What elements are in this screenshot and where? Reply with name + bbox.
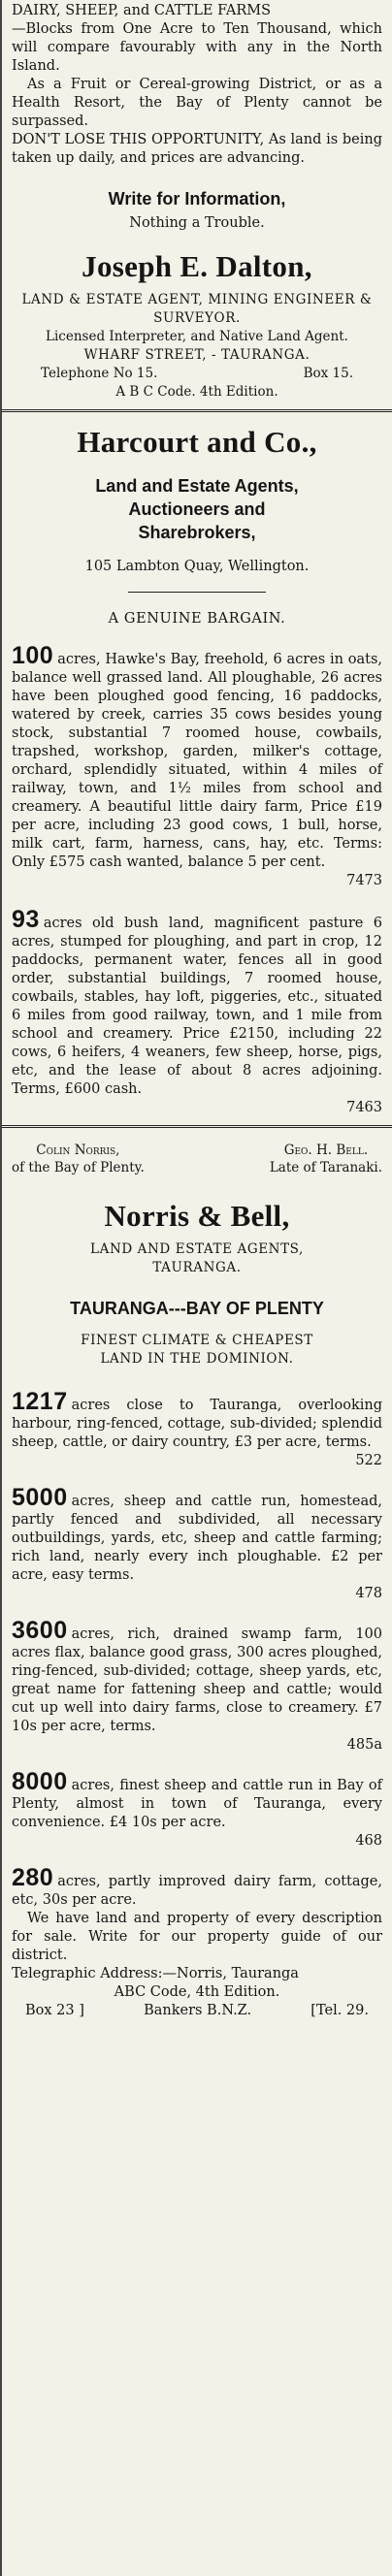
harcourt-subtitle-1: Land and Estate Agents, <box>95 476 299 496</box>
dalton-telephone: Telephone No 15. <box>41 366 158 381</box>
listing-text: acres, partly improved dairy farm, cottage, etc, 30s per acre. <box>12 1874 382 1908</box>
harcourt-subtitle-2: Auctioneers and <box>128 499 266 519</box>
section-divider <box>0 1125 392 1128</box>
listing-text: acres close to Tauranga, overlooking harbour, ring-fenced, cottage, sub-divided; splendid sheep, cattle, or dairy country, £3 per acre, terms. <box>12 1398 382 1450</box>
listing-text: acres, rich, drained swamp farm, 100 acres flax, balance good grass, 300 acres ploughed, ring-fenced, sub-divided; cottage, sheep yards, etc, great name for fattening sheep and cattle; would cut up well into dairy farms, close to creamery. £7 10s per acre, terms. <box>12 1626 382 1734</box>
listing-number: 280 <box>12 1864 54 1891</box>
harcourt-address: 105 Lambton Quay, Wellington. <box>84 559 310 574</box>
listing-ref: 468 <box>355 1833 382 1849</box>
harcourt-name: Harcourt and Co., <box>77 425 317 459</box>
listing-number: 100 <box>12 642 54 669</box>
abc-code: ABC Code, 4th Edition. <box>114 1984 280 2000</box>
listing-ref: 522 <box>355 1453 382 1468</box>
listing-1217-acres <box>12 1390 382 1470</box>
harcourt-subtitle-3: Sharebrokers, <box>138 523 256 542</box>
dalton-role: LAND & ESTATE AGENT, MINING ENGINEER & SURVEYOR. <box>21 292 373 326</box>
harcourt-rule <box>128 592 266 593</box>
dalton-contact-row <box>12 365 382 383</box>
intro-line-blocks: —Blocks from One Acre to Ten Thousand, which will compare favourably with any in the North Island. <box>12 21 382 74</box>
norris-role-1: LAND AND ESTATE AGENTS, <box>90 1241 304 1257</box>
partner-bell <box>270 1142 382 1176</box>
norris-bell-name: Norris & Bell, <box>104 1199 290 1233</box>
partners-row <box>12 1142 382 1176</box>
listing-8000-acres <box>12 1770 382 1851</box>
listing-3600-acres <box>12 1619 382 1755</box>
listing-ref: 7463 <box>346 1100 382 1115</box>
dalton-advertisement <box>0 2 392 402</box>
listing-number: 8000 <box>12 1768 68 1795</box>
listing-text: acres, finest sheep and cattle run in Bay of Plenty, almost in town of Tauranga, every convenience. £4 10s per acre. <box>12 1778 382 1830</box>
telegraphic-address: Telegraphic Address:—Norris, Tauranga <box>12 1966 299 1981</box>
dalton-box: Box 15. <box>303 366 353 381</box>
dalton-licensed: Licensed Interpreter, and Native Land Agent. <box>46 329 348 344</box>
norris-bell-advertisement <box>0 1142 392 2020</box>
norris-box: Box 23 ] <box>25 2003 84 2018</box>
intro-line-opportunity: DON'T LOSE THIS OPPORTUNITY, As land is being taken up daily, and prices are advancing. <box>12 132 382 166</box>
dalton-name: Joseph E. Dalton, <box>82 249 312 283</box>
listing-280-acres <box>12 1866 382 1910</box>
listing-text: acres, Hawke's Bay, freehold, 6 acres in oats, balance well grassed land. All ploughable, 26 acres have been ploughed good fencing, 16 paddocks, watered by creek, carries 35 cows besides young stock, substantial 7 roomed house, cowbails, trapshed, workshop, garden, milker's cottage, orchard, splendidly situated, within 4 miles of railway, town, and 1½ miles from school and creamery. A beautiful little dairy farm, Price £19 per acre, including 23 good cows, 1 bull, horse, milk cart, farm, harness, cans, hay, etc. Terms: Only £575 cash wanted, balance 5 per cent. <box>12 652 382 870</box>
norris-footer-row <box>12 2002 382 2020</box>
section-divider <box>0 409 392 412</box>
listing-ref: 7473 <box>346 873 382 888</box>
write-for-information: Write for Information, <box>108 189 286 209</box>
partner-norris <box>12 1142 145 1176</box>
partner-name: Geo. H. Bell. <box>283 1143 369 1158</box>
partner-name: Colin Norris, <box>36 1143 120 1158</box>
listing-ref: 485a <box>346 1737 382 1753</box>
listing-number: 5000 <box>12 1484 68 1511</box>
norris-bankers: Bankers B.N.Z. <box>144 2003 252 2018</box>
partner-desc: Late of Taranaki. <box>269 1160 382 1175</box>
listing-ref: 478 <box>355 1586 382 1601</box>
nothing-a-trouble: Nothing a Trouble. <box>129 215 265 231</box>
harcourt-bargain: A GENUINE BARGAIN. <box>108 611 286 627</box>
listing-number: 3600 <box>12 1617 68 1644</box>
dalton-code: A B C Code. 4th Edition. <box>115 384 278 400</box>
intro-line-farms: DAIRY, SHEEP, and CATTLE FARMS <box>12 3 272 18</box>
listing-number: 1217 <box>12 1388 68 1415</box>
listing-text: acres old bush land, magnificent pasture 6 acres, stumped for ploughing, and part in crop, 12 paddocks, permanent water, fences all in good order, substantial buildings, 7 roomed house, cowbails, stables, hay loft, piggeries, etc., situated 6 miles from good railway, town, and 1 mile from school and creamery. Price £2150, including 22 cows, 6 heifers, 4 weaners, few sheep, horse, pigs, etc, and the lease of about 8 acres adjoining. Terms, £600 cash. <box>12 916 382 1097</box>
listing-text: acres, sheep and cattle run, homestead, partly fenced and subdivided, all necessary outbuildings, yards, etc, sheep and cattle farming; rich land, nearly every inch ploughable. £2 per acre, easy terms. <box>12 1494 382 1583</box>
dalton-street: WHARF STREET, - TAURANGA. <box>83 347 310 363</box>
harcourt-advertisement <box>0 424 392 1117</box>
closing-note: We have land and property of every description for sale. Write for our property guide of our district. <box>12 1911 382 1963</box>
norris-tel: [Tel. 29. <box>310 2003 369 2018</box>
climate-line-2: LAND IN THE DOMINION. <box>100 1351 294 1367</box>
listing-5000-acres <box>12 1486 382 1603</box>
norris-role-2: TAURANGA. <box>152 1260 242 1275</box>
partner-desc: of the Bay of Plenty. <box>12 1160 145 1175</box>
climate-line-1: FINEST CLIMATE & CHEAPEST <box>81 1333 313 1348</box>
listing-number: 93 <box>12 906 40 933</box>
listing-93-acres <box>12 908 382 1117</box>
listing-100-acres <box>12 644 382 890</box>
region-heading: TAURANGA---BAY OF PLENTY <box>70 1299 324 1318</box>
intro-line-fruit: As a Fruit or Cereal-growing District, or as a Health Resort, the Bay of Plenty cannot be surpassed. <box>12 77 382 129</box>
